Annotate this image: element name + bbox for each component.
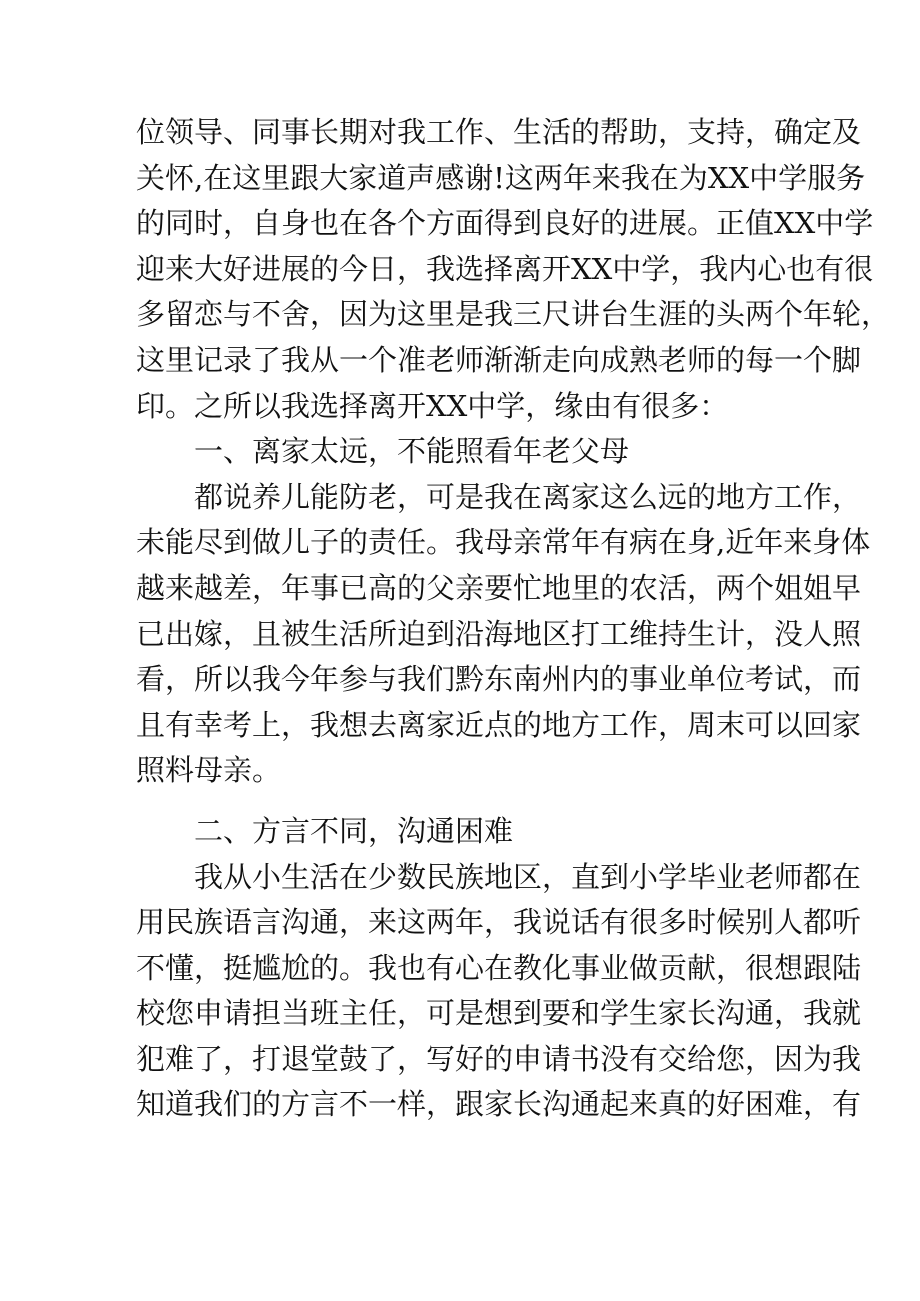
body-line: 未能尽到做儿子的责任。我母亲常年有病在身,近年来身体 — [136, 525, 871, 560]
section-heading: 一、离家太远，不能照看年老父母 — [194, 434, 630, 469]
body-line: 已出嫁，且被生活所迫到沿海地区打工维持生计，没人照 — [136, 616, 862, 651]
body-line: 的同时，自身也在各个方面得到良好的进展。正值XX中学 — [136, 206, 874, 241]
section-heading: 二、方言不同，沟通困难 — [194, 813, 514, 848]
body-line: 迎来大好进展的今日，我选择离开XX中学，我内心也有很 — [136, 251, 874, 286]
body-line: 越来越差，年事已高的父亲要忙地里的农活，两个姐姐早 — [136, 570, 862, 605]
body-line: 印。之所以我选择离开XX中学，缘由有很多： — [136, 388, 729, 423]
body-line: 这里记录了我从一个准老师渐渐走向成熟老师的每一个脚 — [136, 342, 862, 377]
body-line: 知道我们的方言不一样，跟家长沟通起来真的好困难，有 — [136, 1087, 862, 1122]
body-line: 看，所以我今年参与我们黔东南州内的事业单位考试，而 — [136, 662, 862, 697]
body-line: 位领导、同事长期对我工作、生活的帮助，支持，确定及 — [136, 115, 862, 149]
paragraph-first-line: 都说养儿能防老，可是我在离家这么远的地方工作， — [194, 479, 862, 514]
paragraph-first-line: 我从小生活在少数民族地区，直到小学毕业老师都在 — [194, 859, 862, 894]
body-line: 多留恋与不舍，因为这里是我三尺讲台生涯的头两个年轮， — [136, 297, 891, 332]
body-line: 用民族语言沟通，来这两年，我说话有很多时候别人都听 — [136, 905, 862, 940]
body-line: 不懂，挺尴尬的。我也有心在教化事业做贡献，很想跟陆 — [136, 950, 862, 985]
body-line: 且有幸考上，我想去离家近点的地方工作，周末可以回家 — [136, 707, 862, 742]
body-line: 校您申请担当班主任，可是想到要和学生家长沟通，我就 — [136, 996, 862, 1031]
paragraph-gap — [136, 794, 796, 809]
body-line: 照料母亲。 — [136, 753, 282, 788]
body-line: 犯难了，打退堂鼓了，写好的申请书没有交给您，因为我 — [136, 1041, 862, 1076]
body-line: 关怀,在这里跟大家道声感谢!这两年来我在为XX中学服务 — [136, 160, 866, 195]
letter-body — [136, 110, 891, 1128]
